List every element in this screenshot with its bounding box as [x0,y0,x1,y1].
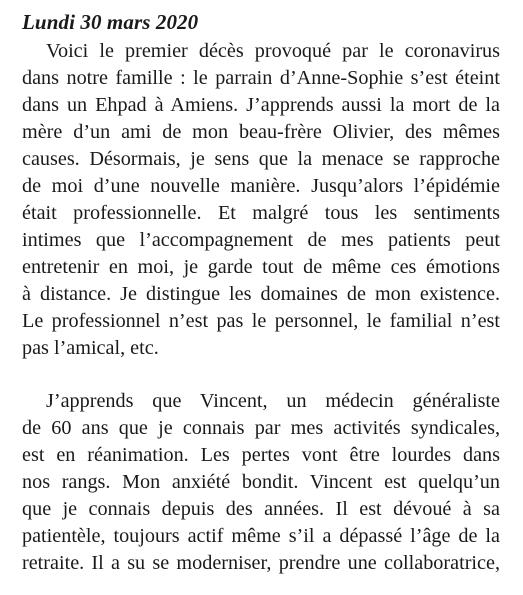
text-line: Voici le premier décès provoqué par le coronavirus [46,40,500,62]
text-line: causes. Désormais, je sens que la menace se rapproche [22,148,500,170]
text-line: intimes que l’accompagnement de mes patients peut [22,229,500,251]
text-line: dans un Ehpad à Amiens. J’apprends aussi la mort de la [22,94,500,116]
text-line: mère d’un ami de mon beau-frère Olivier, des mêmes [22,121,500,143]
text-line: dans notre famille : le parrain d’Anne-Sophie s’est éteint [22,67,500,89]
paragraph-spacer [22,362,500,388]
text-line: entretenir en moi, je garde tout de même ces émotions [22,256,500,278]
text-line: retraite. Il a su se moderniser, prendre une collaboratrice, [22,552,500,574]
entry-date-heading: Lundi 30 mars 2020 [22,10,199,34]
text-line: à distance. Je distingue les domaines de mon existence. [22,283,500,305]
text-line: pas l’amical, etc. [22,337,159,359]
paragraph-2 [22,388,500,577]
text-line: nos rangs. Mon anxiété bondit. Vincent est quelqu’un [22,471,500,493]
text-column [22,8,500,577]
text-line: de 60 ans que je connais par mes activités syndicales, [22,417,500,439]
text-line: Le professionnel n’est pas le personnel, le familial n’est [22,310,500,332]
text-line: était professionnelle. Et malgré tous les sentiments [22,202,500,224]
paragraph-1 [22,38,500,362]
text-line: de moi d’une nouvelle manière. Jusqu’alors l’épidémie [22,175,500,197]
text-line: est en réanimation. Les pertes vont être lourdes dans [22,444,500,466]
text-line: patientèle, toujours actif même s’il a dépassé l’âge de la [22,525,500,547]
text-line: que je connais depuis des années. Il est dévoué à sa [22,498,500,520]
text-line: J’apprends que Vincent, un médecin généraliste [46,390,500,412]
